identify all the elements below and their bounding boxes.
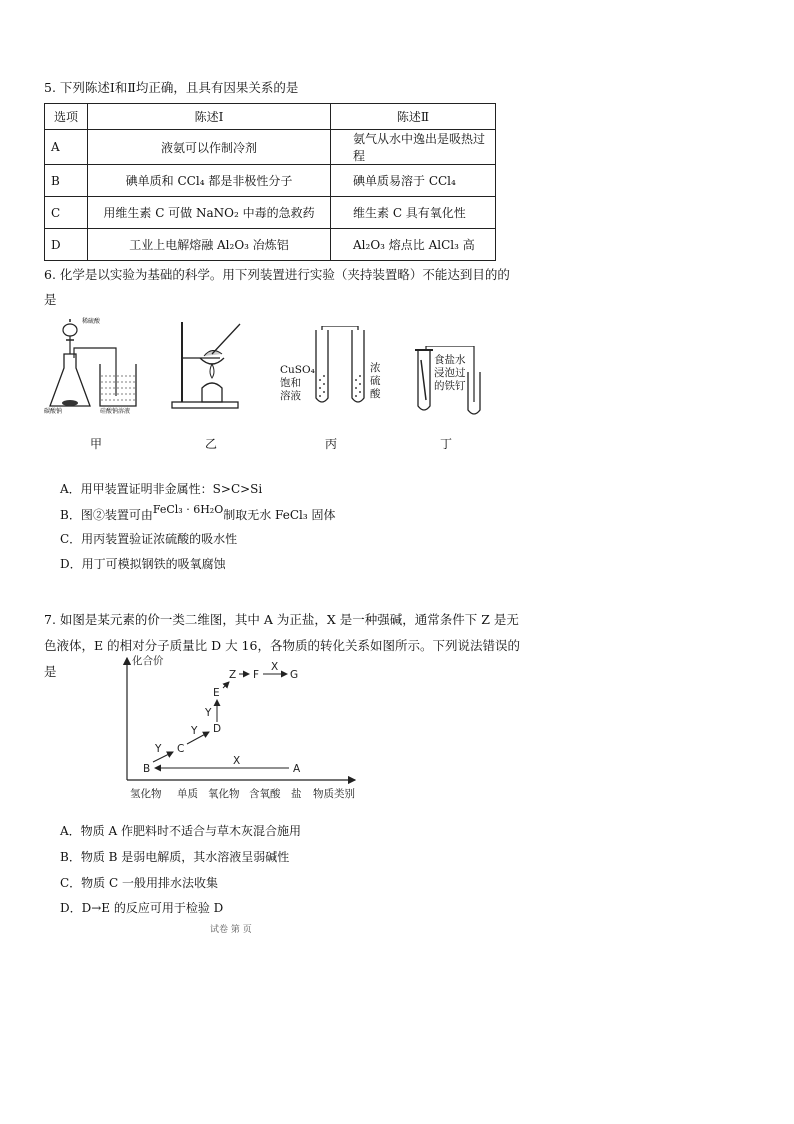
apparatus-jia-label: 甲: [90, 437, 103, 451]
node-b: B: [143, 763, 151, 775]
edge-label-y3: Y: [205, 707, 212, 719]
table-row: [45, 130, 496, 165]
footer-fragment: 试卷 第 页: [210, 925, 252, 935]
apparatus-ding-label: 丁: [440, 437, 453, 451]
q6-option-b: [60, 503, 336, 523]
header-option: 选项: [45, 104, 88, 130]
q7-stem-line1: 7. 如图是某元素的价一类二维图，其中 A 为正盐，X 是一种强碱，通常条件下 Z 是无: [44, 612, 519, 627]
node-f: F: [253, 669, 260, 681]
edge-e-to-z: [223, 682, 229, 688]
table-row: [45, 165, 496, 197]
q7-option-a: A．物质 A 作肥料时不适合与草木灰混合施用: [60, 824, 301, 838]
row-statement-2: Al₂O₃ 熔点比 AlCl₃ 高: [331, 229, 496, 261]
row-option: B: [45, 165, 88, 197]
q6-stem-line2: 是: [44, 292, 57, 307]
reagent-sodium-silicate: 硅酸钠溶液: [100, 408, 131, 415]
node-a: A: [293, 763, 301, 775]
bing-right-line: 浓: [370, 362, 381, 374]
apparatus-yi-drawing: [168, 318, 246, 410]
ding-text: [434, 354, 466, 393]
q6-option-b-prefix: B．图②装置可由: [60, 508, 153, 522]
node-g: G: [290, 669, 299, 681]
row-statement-1: 液氨可以作制冷剂: [88, 130, 331, 165]
q5-table: [44, 103, 496, 261]
bing-right-text: [370, 362, 381, 401]
ding-text-line: 食盐水: [434, 354, 466, 366]
table-header-row: [45, 104, 496, 130]
q7-option-d: D．D→E 的反应可用于检验 D: [60, 901, 224, 915]
x-category: 氢化物: [130, 788, 162, 800]
bing-right-line: 酸: [370, 388, 381, 400]
row-option: D: [45, 229, 88, 261]
apparatus-bing-drawing: [312, 326, 374, 410]
x-category: 氧化物: [208, 788, 240, 800]
ding-text-line: 浸泡过: [434, 367, 466, 379]
x-category: 单质: [177, 788, 198, 800]
q6-option-a: A．用甲装置证明非金属性：S>C>Si: [60, 482, 263, 496]
node-c: C: [177, 743, 185, 755]
table-row: [45, 197, 496, 229]
q6-stem-line1: 6. 化学是以实验为基础的科学。用下列装置进行实验（夹持装置略）不能达到目的的: [44, 267, 510, 282]
row-statement-1: 用维生素 C 可做 NaNO₂ 中毒的急救药: [88, 197, 331, 229]
row-statement-2: 维生素 C 具有氧化性: [331, 197, 496, 229]
edge-label-x2: X: [271, 661, 279, 673]
valence-class-diagram: [115, 648, 365, 804]
row-statement-1: 工业上电解熔融 Al₂O₃ 冶炼铝: [88, 229, 331, 261]
q6-option-b-suffix: 制取无水 FeCl₃ 固体: [223, 508, 336, 522]
x-category: 盐: [291, 788, 302, 800]
node-d: D: [213, 723, 222, 735]
bing-left-line: 溶液: [280, 390, 301, 402]
row-statement-1: 碘单质和 CCl₄ 都是非极性分子: [88, 165, 331, 197]
q7-stem-line3: 是: [44, 664, 57, 679]
q7-stem-line2: 色液体，E 的相对分子质量比 D 大 16，各物质的转化关系如图所示。下列说法错误的: [44, 638, 520, 653]
bing-left-line: CuSO₄: [280, 364, 315, 376]
header-statement-2: 陈述Ⅱ: [331, 104, 496, 130]
q7-option-b: B．物质 B 是弱电解质，其水溶液呈弱碱性: [60, 850, 290, 864]
bing-left-line: 饱和: [280, 377, 301, 389]
q6-option-d: D．用丁可模拟钢铁的吸氧腐蚀: [60, 557, 226, 571]
bing-right-line: 硫: [370, 375, 381, 387]
q7-option-c: C．物质 C 一般用排水法收集: [60, 876, 218, 890]
node-e: E: [213, 687, 220, 699]
apparatus-bing-label: 丙: [325, 437, 338, 451]
edge-label-z: Z: [229, 669, 237, 681]
q6-option-b-formula: FeCl₃ · 6H₂O: [152, 503, 224, 516]
x-category: 含氧酸: [249, 788, 281, 800]
row-option: C: [45, 197, 88, 229]
edge-label-y1: Y: [155, 743, 162, 755]
apparatus-jia-drawing: [44, 318, 154, 418]
ding-text-line: 的铁钉: [434, 380, 466, 392]
header-statement-1: 陈述Ⅰ: [88, 104, 331, 130]
edge-label-y2: Y: [191, 725, 198, 737]
x-category: 物质类别: [313, 788, 355, 800]
bing-left-text: [280, 364, 315, 403]
q5-stem: 5. 下列陈述Ⅰ和Ⅱ均正确，且具有因果关系的是: [44, 80, 299, 95]
row-statement-2: 碘单质易溶于 CCl₄: [331, 165, 496, 197]
y-axis-label: 化合价: [132, 655, 164, 667]
apparatus-yi-label: 乙: [205, 437, 218, 451]
reagent-dilute-sulfuric-acid: 稀硫酸: [82, 318, 101, 325]
row-statement-2: 氨气从水中逸出是吸热过程: [331, 130, 496, 165]
reagent-sodium-carbonate: 碳酸钠: [44, 408, 63, 415]
row-option: A: [45, 130, 88, 165]
table-row: [45, 229, 496, 261]
q6-option-c: C．用丙装置验证浓硫酸的吸水性: [60, 532, 238, 546]
edge-label-x1: X: [233, 755, 241, 767]
